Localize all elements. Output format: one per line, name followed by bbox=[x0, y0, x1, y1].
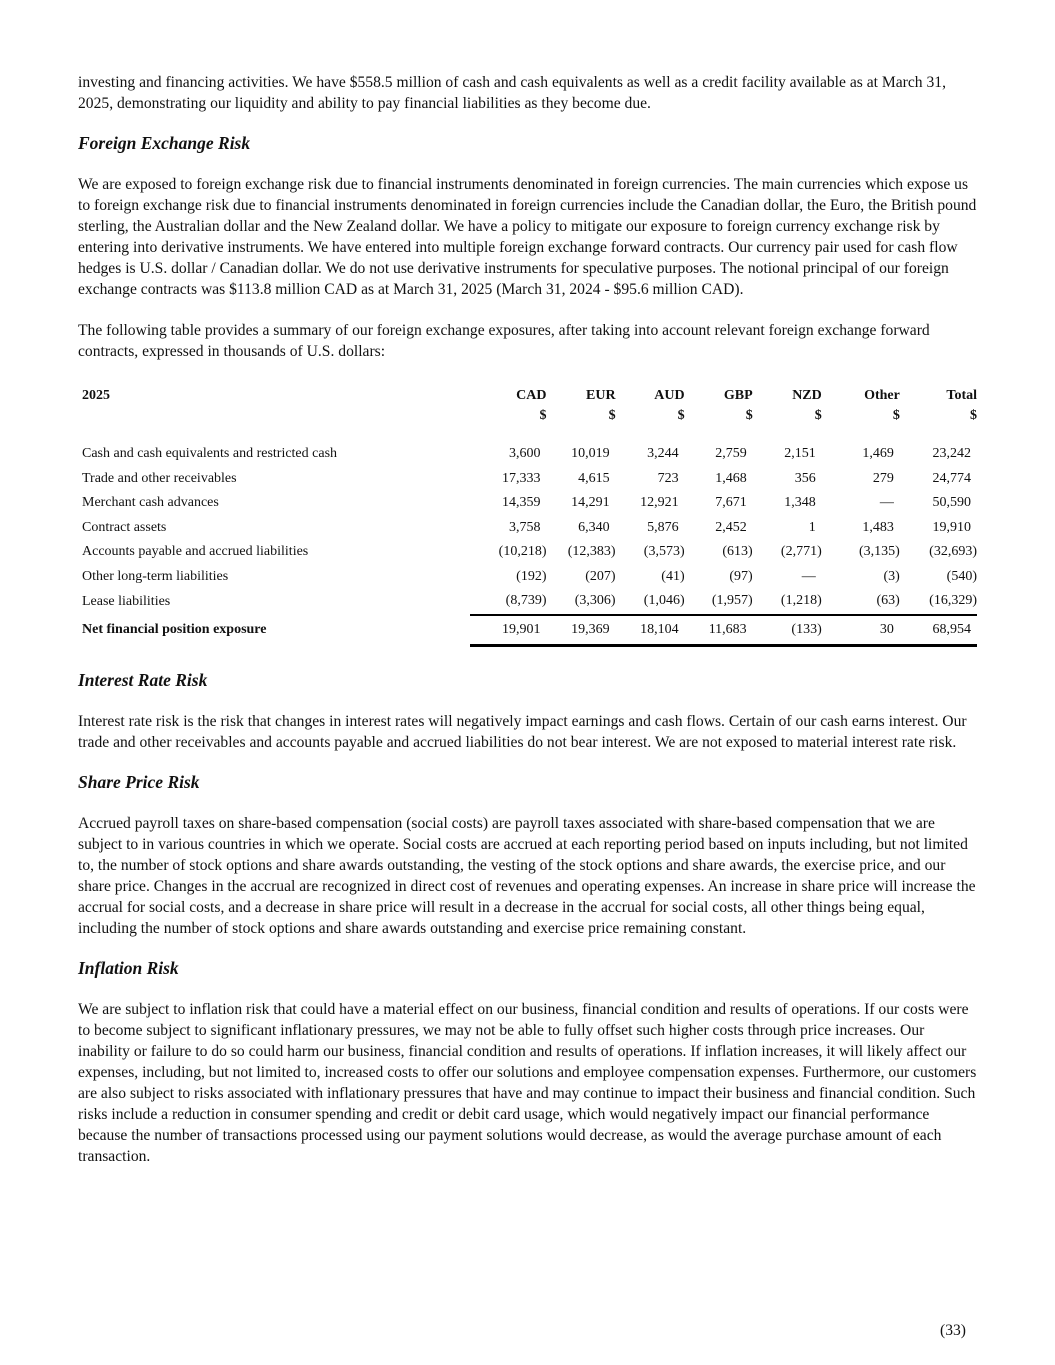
table-row bbox=[78, 540, 977, 565]
cell-nzd: 356 bbox=[794, 470, 816, 486]
cell-eur: (12,383) bbox=[567, 544, 616, 560]
row-label: Other long-term liabilities bbox=[82, 568, 229, 584]
table-body bbox=[78, 432, 977, 645]
cell-gbp: 7,671 bbox=[715, 495, 747, 511]
foreign-exchange-heading: Foreign Exchange Risk bbox=[78, 133, 251, 153]
column-header: NZD bbox=[792, 388, 822, 403]
cell-aud: (41) bbox=[661, 568, 685, 584]
currency-symbol: $ bbox=[677, 408, 685, 423]
table-row bbox=[78, 565, 977, 590]
column-header: Other bbox=[864, 388, 900, 403]
column-header: AUD bbox=[654, 388, 685, 403]
cell-gbp: 2,759 bbox=[715, 446, 747, 462]
column-header: CAD bbox=[516, 388, 547, 403]
cell-eur: 19,369 bbox=[547, 615, 616, 646]
cell-eur: (207) bbox=[585, 568, 616, 584]
cell-cad: 14,359 bbox=[502, 495, 541, 511]
cell-aud: 18,104 bbox=[616, 615, 685, 646]
row-label: Lease liabilities bbox=[82, 593, 171, 609]
cell-gbp: 11,683 bbox=[685, 615, 753, 646]
column-header: Total bbox=[946, 388, 977, 403]
currency-symbol: $ bbox=[970, 408, 977, 423]
fx-table-intro-paragraph: The following table provides a summary of our foreign exchange exposures, after taking into account relevant foreign exchange forward contracts, expressed in thousands of U.S. dollars: bbox=[78, 322, 930, 360]
cell-gbp: (97) bbox=[729, 568, 753, 584]
cell-cad: (10,218) bbox=[498, 544, 547, 560]
cell-nzd: 1,348 bbox=[784, 495, 816, 511]
cell-other: (3) bbox=[883, 568, 900, 584]
cell-other: 1,483 bbox=[862, 519, 894, 535]
cell-total: 50,590 bbox=[932, 495, 971, 511]
cell-total: (16,329) bbox=[900, 589, 977, 615]
column-header: EUR bbox=[586, 388, 616, 403]
table-row bbox=[78, 467, 977, 492]
row-label: Net financial position exposure bbox=[82, 621, 267, 637]
inflation-paragraph: We are subject to inflation risk that could have a material effect on our business, financial condition and results of operations. If our costs were to become subject to significant inflationary pressures, we may not be able to fully offset such higher costs through price increases. Our inability or failure to do so could harm our business, financial condition and results of operations. If inflation increases, it will likely affect our expenses, including, but not limited to, increased costs to offer our solutions and employee compensation expenses. Furthermore, our customers are also subject to risks associated with inflationary pressures that have and may continue to impact their business and financial condition. Such risks include a reduction in consumer spending and credit or debit card usage, which would negatively impact our financial performance because the number of transactions processed using our payment solutions would decrease, as would the average purchase amount of each transaction. bbox=[78, 1000, 977, 1165]
cell-nzd: — bbox=[801, 568, 816, 584]
cell-total: 19,910 bbox=[932, 519, 971, 535]
table-row bbox=[78, 491, 977, 516]
cell-total: 24,774 bbox=[932, 470, 971, 486]
cell-aud: (3,573) bbox=[643, 544, 685, 560]
cell-other: (63) bbox=[822, 589, 900, 615]
document-page bbox=[78, 72, 978, 1167]
intro-paragraph: investing and financing activities. We have $558.5 million of cash and cash equivalents as well as a credit facility available as at March 31, 2025, demonstrating our liquidity and ability to pay financial liabilities as they become due. bbox=[78, 74, 946, 112]
row-label: Cash and cash equivalents and restricted cash bbox=[82, 446, 338, 462]
table-row bbox=[78, 442, 977, 467]
spacer-row bbox=[78, 432, 977, 442]
interest-rate-heading: Interest Rate Risk bbox=[78, 669, 208, 690]
cell-nzd: 1 bbox=[808, 519, 816, 535]
cell-total: (540) bbox=[946, 568, 977, 584]
cell-eur: 4,615 bbox=[578, 470, 610, 486]
cell-eur: (3,306) bbox=[547, 589, 616, 615]
cell-gbp: 2,452 bbox=[715, 519, 747, 535]
cell-total: 68,954 bbox=[900, 615, 977, 646]
currency-symbol: $ bbox=[892, 408, 900, 423]
column-header: GBP bbox=[723, 388, 753, 403]
row-label: Trade and other receivables bbox=[82, 470, 237, 486]
cell-nzd: 2,151 bbox=[784, 446, 816, 462]
cell-other: (3,135) bbox=[859, 544, 900, 560]
cell-other: — bbox=[879, 495, 894, 511]
cell-aud: 3,244 bbox=[647, 446, 679, 462]
cell-total: (32,693) bbox=[929, 544, 977, 560]
share-price-paragraph: Accrued payroll taxes on share-based compensation (social costs) are payroll taxes associated with share-based compensation that we are subject to in various countries in which we operate. Social costs are accrued at each reporting period based on inputs including, but not limited to, the number of stock options and share awards outstanding, the vesting of the stock options and share awards, the exercise price, and our share price. Changes in the accrual are recognized in direct cost of revenues and operating expenses. An increase in share price will increase the accrual for social costs, and a decrease in share price will result in a decrease in the accrual for social costs, all other things being equal, including the number of stock options and share awards outstanding and exercise price remaining constant. bbox=[78, 814, 976, 937]
cell-eur: 14,291 bbox=[571, 495, 610, 511]
cell-other: 279 bbox=[872, 470, 894, 486]
currency-symbol: $ bbox=[608, 408, 616, 423]
share-price-heading: Share Price Risk bbox=[78, 771, 200, 792]
cell-other: 1,469 bbox=[862, 446, 894, 462]
cell-aud: 5,876 bbox=[647, 519, 679, 535]
cell-aud: (1,046) bbox=[616, 589, 685, 615]
page-number: (33) bbox=[940, 1322, 966, 1339]
table-row bbox=[78, 516, 977, 541]
cell-aud: 723 bbox=[657, 470, 679, 486]
cell-cad: (8,739) bbox=[470, 589, 546, 615]
cell-cad: 17,333 bbox=[502, 470, 541, 486]
currency-symbol-row bbox=[78, 406, 977, 432]
cell-cad: 3,600 bbox=[509, 446, 541, 462]
cell-eur: 10,019 bbox=[571, 446, 610, 462]
row-label: Merchant cash advances bbox=[82, 495, 219, 511]
cell-nzd: (1,218) bbox=[753, 589, 822, 615]
foreign-exchange-paragraph: We are exposed to foreign exchange risk due to financial instruments denominated in foreign currencies. The main currencies which expose us to foreign exchange risk due to financial instruments denominated in foreign currencies include the Canadian dollar, the Euro, the British pound sterling, the Australian dollar and the New Zealand dollar. We have a policy to mitigate our exposure to foreign currency exchange risk by entering into derivative instruments. We have entered into multiple foreign exchange forward contracts. Our currency pair used for cash flow hedges is U.S. dollar / Canadian dollar. We do not use derivative instruments for speculative purposes. The notional principal of our foreign exchange contracts was $113.8 million CAD as at March 31, 2025 (March 31, 2024 - $95.6 million CAD). bbox=[78, 176, 977, 298]
row-label: Contract assets bbox=[82, 519, 167, 535]
cell-total: 23,242 bbox=[932, 446, 971, 462]
cell-gbp: 1,468 bbox=[715, 470, 747, 486]
cell-cad: (192) bbox=[516, 568, 547, 584]
total-row bbox=[78, 615, 977, 646]
cell-other: 30 bbox=[822, 615, 900, 646]
inflation-heading: Inflation Risk bbox=[78, 957, 179, 978]
currency-symbol: $ bbox=[814, 408, 822, 423]
table-header-row bbox=[78, 386, 977, 406]
currency-symbol: $ bbox=[745, 408, 753, 423]
cell-cad: 19,901 bbox=[470, 615, 546, 646]
year-header: 2025 bbox=[82, 388, 110, 403]
cell-nzd: (133) bbox=[753, 615, 822, 646]
table-row bbox=[78, 589, 977, 615]
fx-exposure-table bbox=[78, 386, 977, 647]
cell-gbp: (1,957) bbox=[685, 589, 753, 615]
row-label: Accounts payable and accrued liabilities bbox=[82, 544, 309, 560]
cell-gbp: (613) bbox=[722, 544, 753, 560]
cell-cad: 3,758 bbox=[509, 519, 541, 535]
cell-nzd: (2,771) bbox=[780, 544, 822, 560]
interest-rate-paragraph: Interest rate risk is the risk that changes in interest rates will negatively impact earnings and cash flows. Certain of our cash earns interest. Our trade and other receivables and accounts payable and accrued liabilities do not bear interest. We are not exposed to material interest rate risk. bbox=[78, 712, 967, 751]
cell-eur: 6,340 bbox=[578, 519, 610, 535]
currency-symbol: $ bbox=[539, 408, 547, 423]
cell-aud: 12,921 bbox=[640, 495, 679, 511]
